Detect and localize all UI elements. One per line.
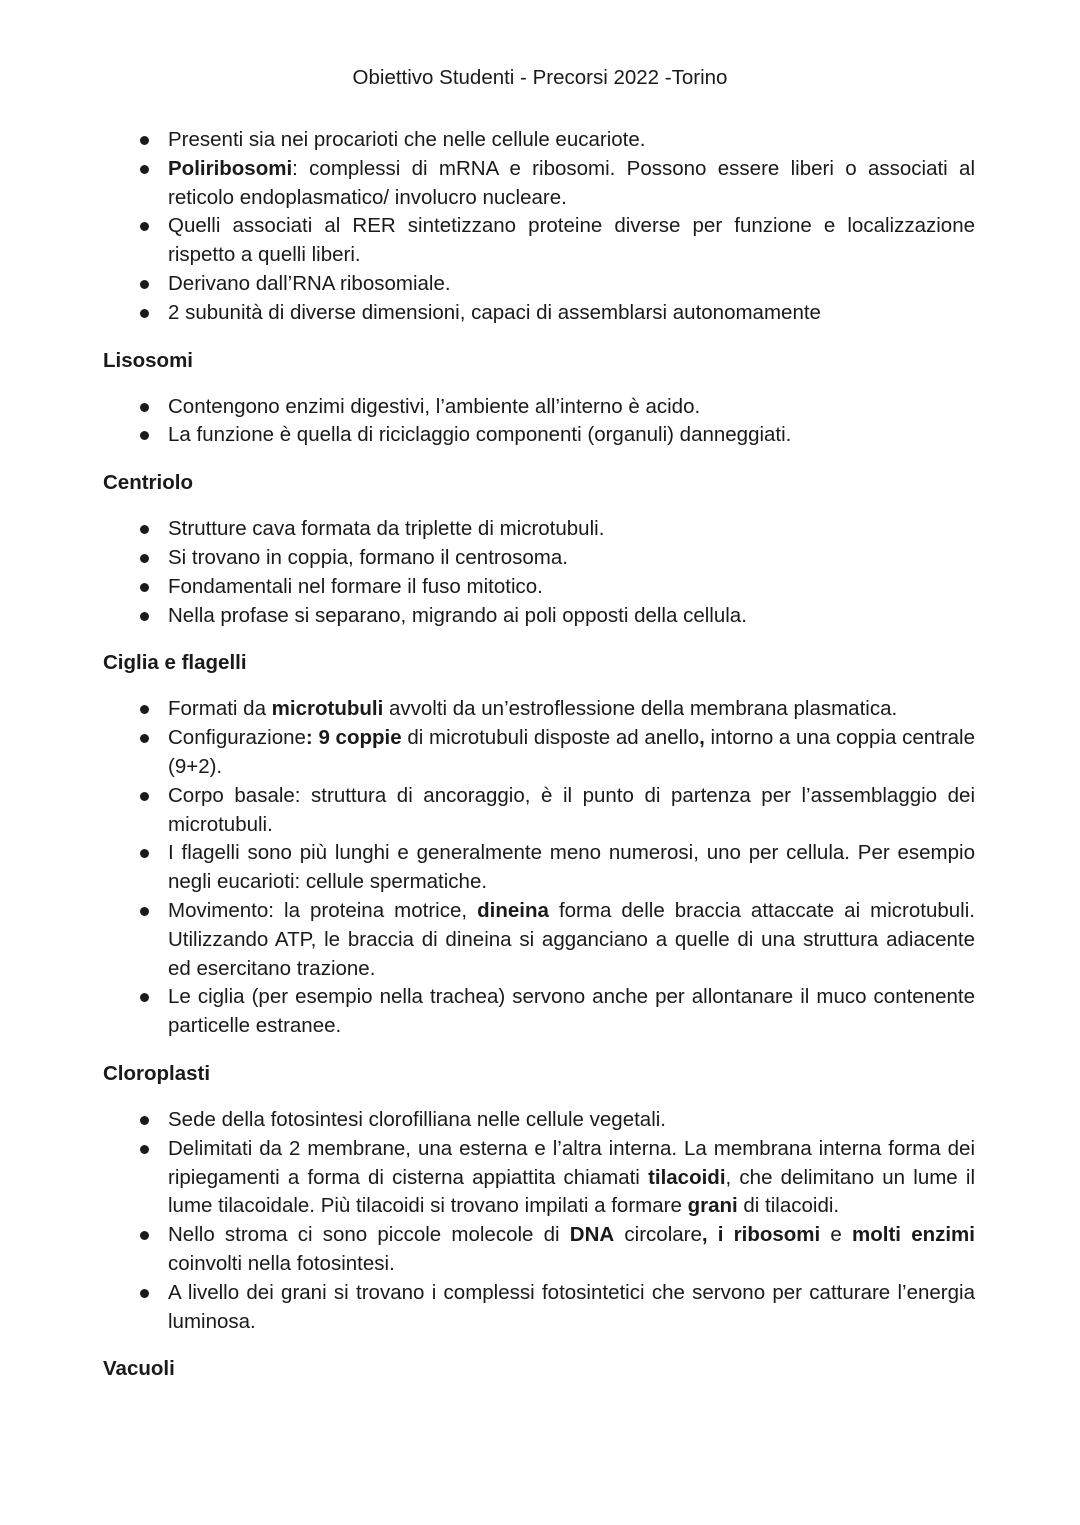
text: forma delle braccia attaccate ai microtubuli. Utilizzando ATP, le braccia di dineina si agganciano a quelle di una struttura adiacente ed esercitano trazione.: [168, 898, 975, 980]
list-item: [103, 515, 975, 544]
text: Quelli associati al RER sintetizzano proteine diverse per funzione e localizzazione rispetto a quelli liberi.: [168, 214, 975, 267]
list-item: [103, 1135, 975, 1221]
text: La funzione è quella di riciclaggio componenti (organuli) danneggiati.: [168, 423, 792, 447]
text: avvolti da un’estroflessione della membrana plasmatica.: [383, 697, 898, 721]
bullet-icon: [140, 907, 149, 916]
list-item: [103, 983, 975, 1041]
text: Si trovano in coppia, formano il centrosoma.: [168, 545, 568, 569]
bullet-icon: [140, 612, 149, 621]
ribosomi-list: [103, 126, 975, 328]
text: circolare: [614, 1223, 702, 1247]
bullet-icon: [140, 309, 149, 318]
text: A livello dei grani si trovano i complessi fotosintetici che servono per catturare l’energia luminosa.: [168, 1280, 975, 1333]
text: di tilacoidi.: [737, 1194, 840, 1218]
text: Delimitati da 2 membrane, una esterna e l’altra interna. La membrana interna forma dei ripiegamenti a forma di cisterna appiattita chiamati: [168, 1136, 975, 1189]
text: Derivano dall’RNA ribosomiale.: [168, 271, 451, 295]
list-item: [103, 544, 975, 573]
page-header: Obiettivo Studenti - Precorsi 2022 -Torino: [352, 66, 728, 89]
bullet-icon: [140, 136, 149, 145]
list-item: [103, 421, 975, 450]
list-item: [103, 1106, 975, 1135]
text: Strutture cava formata da triplette di microtubuli.: [168, 517, 605, 541]
text: Le ciglia (per esempio nella trachea) servono anche per allontanare il muco contenente particelle estranee.: [168, 985, 975, 1038]
text: , che delimitano un lume il lume tilacoidale. Più tilacoidi si trovano impilati a formare: [168, 1165, 975, 1218]
text: Fondamentali nel formare il fuso mitotico.: [168, 574, 543, 598]
bold-text: Poliribosomi: [168, 156, 293, 180]
list-item: [103, 270, 975, 299]
bullet-icon: [140, 280, 149, 289]
cloroplasti-list: [103, 1106, 975, 1336]
text: Formati da: [168, 697, 272, 721]
list-item: [103, 1221, 975, 1279]
text: Nella profase si separano, migrando ai poli opposti della cellula.: [168, 603, 747, 627]
bold-text: grani: [687, 1194, 738, 1218]
text: di microtubuli disposte ad anello: [401, 726, 700, 750]
list-item: [103, 573, 975, 602]
list-item: [103, 839, 975, 897]
bullet-icon: [140, 222, 149, 231]
bold-text: dineina: [477, 898, 549, 922]
list-item: [103, 602, 975, 631]
list-item: [103, 782, 975, 840]
lisosomi-list: [103, 393, 975, 451]
bullet-icon: [140, 849, 149, 858]
section-title-cloroplasti: Cloroplasti: [103, 1061, 211, 1085]
bullet-icon: [140, 403, 149, 412]
bullet-icon: [140, 734, 149, 743]
text: Presenti sia nei procarioti che nelle cellule eucariote.: [168, 128, 646, 151]
bullet-icon: [140, 583, 149, 592]
text: 2 subunità di diverse dimensioni, capaci di assemblarsi autonomamente: [168, 300, 821, 324]
bullet-icon: [140, 1231, 149, 1240]
bold-text: ,: [699, 726, 705, 750]
text: : complessi di mRNA e ribosomi. Possono essere liberi o associati al reticolo endoplasmatico/ involucro nucleare.: [168, 156, 975, 209]
bold-text: : 9 coppie: [305, 726, 402, 750]
list-item: [103, 126, 975, 155]
bold-text: microtubuli: [271, 697, 384, 721]
bullet-icon: [140, 1116, 149, 1125]
list-item: [103, 299, 975, 328]
centriolo-list: [103, 515, 975, 630]
bullet-icon: [140, 705, 149, 714]
bullet-icon: [140, 1289, 149, 1298]
bold-text: DNA: [569, 1223, 615, 1247]
text: Contengono enzimi digestivi, l’ambiente all’interno è acido.: [168, 394, 701, 418]
list-item: [103, 212, 975, 270]
bullet-icon: [140, 1145, 149, 1154]
list-item: [103, 1279, 975, 1337]
bold-text: molti enzimi: [852, 1223, 975, 1247]
bold-text: , i ribosomi: [701, 1223, 821, 1247]
text: Configurazione: [168, 726, 306, 750]
bullet-icon: [140, 165, 149, 174]
bullet-icon: [140, 431, 149, 440]
bold-text: tilacoidi: [648, 1165, 726, 1189]
bullet-icon: [140, 554, 149, 563]
text: Movimento: la proteina motrice,: [168, 898, 478, 922]
list-item: [103, 155, 975, 213]
bullet-icon: [140, 993, 149, 1002]
text: intorno a una coppia centrale (9+2).: [168, 726, 976, 778]
text: Sede della fotosintesi clorofilliana nelle cellule vegetali.: [168, 1107, 666, 1131]
section-title-centriolo: Centriolo: [103, 471, 193, 495]
section-title-lisosomi: Lisosomi: [103, 348, 193, 372]
text: I flagelli sono più lunghi e generalmente meno numerosi, uno per cellula. Per esempio negli eucarioti: cellule spermatiche.: [168, 841, 975, 894]
section-title-ciglia: Ciglia e flagelli: [103, 651, 247, 675]
ciglia-list: [103, 695, 975, 1041]
document-body: [103, 126, 975, 1383]
list-item: [103, 695, 975, 724]
list-item: [103, 393, 975, 422]
bullet-icon: [140, 792, 149, 801]
section-title-vacuoli: Vacuoli: [103, 1357, 175, 1381]
list-item: [103, 897, 975, 983]
text: coinvolti nella fotosintesi.: [168, 1251, 395, 1275]
text: Nello stroma ci sono piccole molecole di: [168, 1223, 570, 1247]
bullet-icon: [140, 525, 149, 534]
list-item: [103, 724, 975, 782]
text: e: [820, 1223, 853, 1247]
text: Corpo basale: struttura di ancoraggio, è il punto di partenza per l’assemblaggio dei microtubuli.: [168, 783, 975, 836]
